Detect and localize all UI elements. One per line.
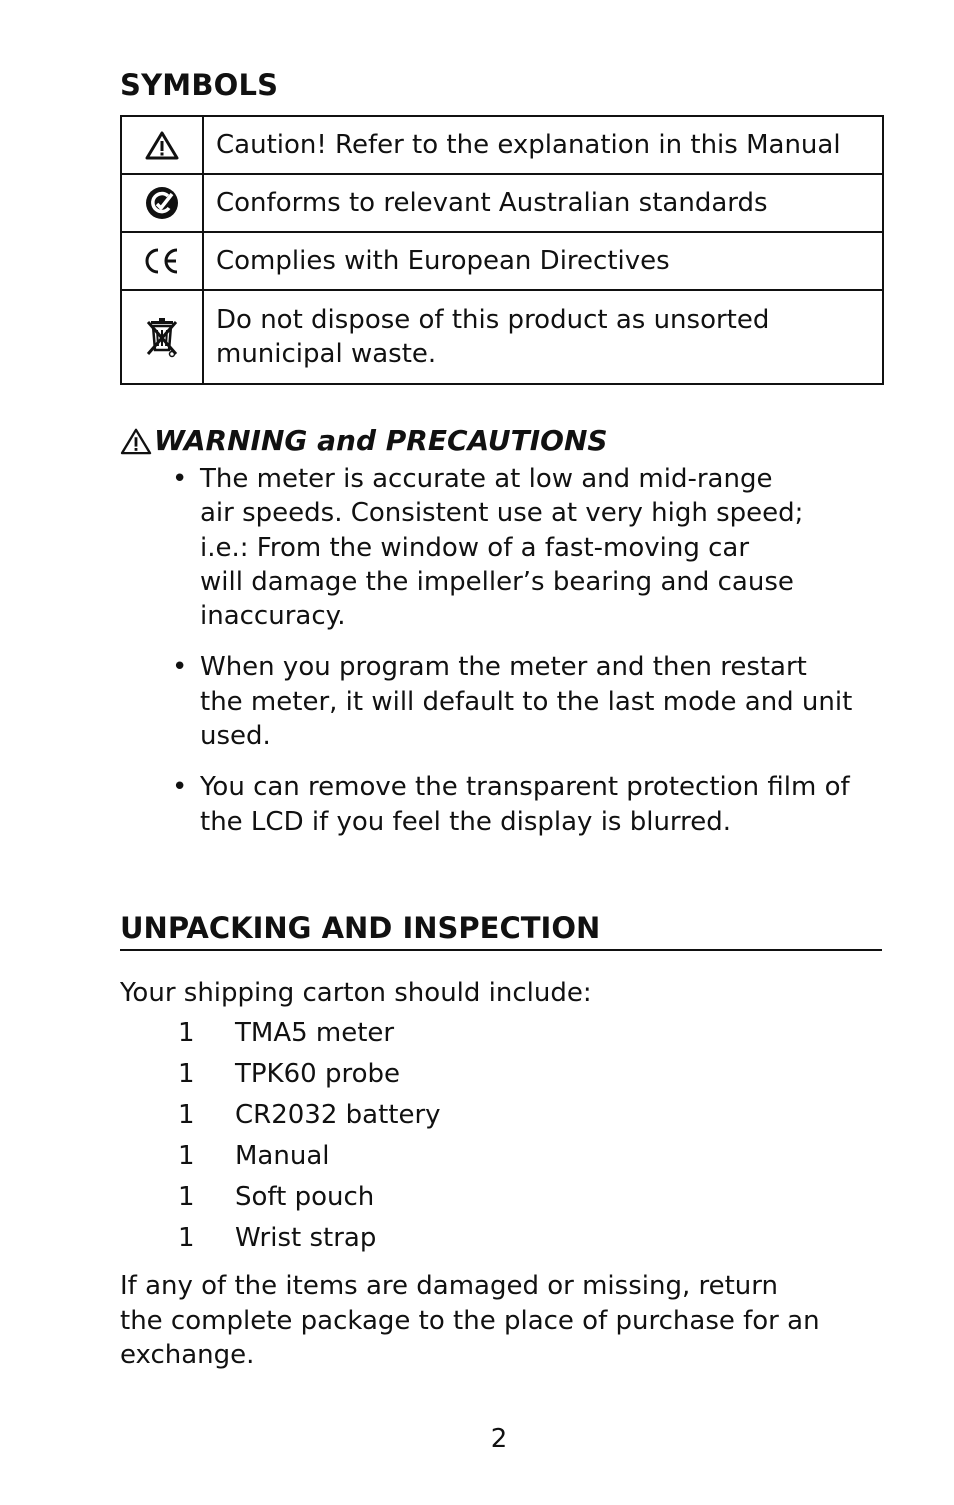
item-qty: 1 <box>178 1223 195 1253</box>
text-line: used. <box>200 721 271 752</box>
list-item <box>170 770 890 839</box>
item-qty: 1 <box>178 1141 195 1171</box>
item-name: Soft pouch <box>235 1182 375 1212</box>
text-line: • When you program the meter and then restart <box>200 652 807 683</box>
symbol-description: Caution! Refer to the explanation in this Manual <box>203 116 883 174</box>
item-qty: 1 <box>178 1059 195 1089</box>
list-item <box>178 1139 441 1180</box>
list-item <box>178 1098 441 1139</box>
symbol-description: Conforms to relevant Australian standards <box>203 174 883 232</box>
list-item <box>178 1180 441 1221</box>
text-line: exchange. <box>120 1340 255 1370</box>
text-line: the LCD if you feel the display is blurred. <box>200 806 732 837</box>
symbols-table <box>120 115 884 385</box>
unpacking-intro: Your shipping carton should include: <box>120 978 592 1008</box>
symbol-description: Complies with European Directives <box>203 232 883 290</box>
symbol-row <box>121 174 883 232</box>
item-name: CR2032 battery <box>235 1100 441 1130</box>
symbol-row <box>121 116 883 174</box>
symbol-row <box>121 232 883 290</box>
warning-heading-text: WARNING and PRECAUTIONS <box>154 424 608 457</box>
text-line: municipal waste. <box>216 339 437 369</box>
item-name: TMA5 meter <box>235 1018 395 1048</box>
page-number: 2 <box>490 1424 508 1454</box>
crossed-bin-icon <box>145 316 179 358</box>
item-qty: 1 <box>178 1182 195 1212</box>
item-name: Manual <box>235 1141 330 1171</box>
text-line: Do not dispose of this product as unsorted <box>216 305 770 335</box>
symbol-row <box>121 290 883 384</box>
symbol-description <box>203 290 883 384</box>
text-line: the complete package to the place of purchase for an <box>120 1305 820 1336</box>
warning-heading <box>120 424 608 457</box>
list-item <box>178 1057 441 1098</box>
list-item <box>178 1016 441 1057</box>
package-contents-list <box>178 1016 441 1262</box>
item-name: TPK60 probe <box>235 1059 400 1089</box>
ce-mark-icon <box>142 246 182 276</box>
warning-list <box>170 462 890 856</box>
list-item <box>170 650 890 753</box>
caution-triangle-icon <box>145 130 179 160</box>
caution-triangle-icon <box>120 427 152 455</box>
text-line: inaccuracy. <box>200 601 346 632</box>
text-line: air speeds. Consistent use at very high speed; <box>200 498 804 529</box>
unpacking-closing <box>120 1269 880 1373</box>
symbols-heading: SYMBOLS <box>120 68 279 102</box>
item-qty: 1 <box>178 1100 195 1130</box>
text-line: • You can remove the transparent protection film of <box>200 772 850 803</box>
text-line: will damage the impeller’s bearing and cause <box>200 566 794 597</box>
item-qty: 1 <box>178 1018 195 1048</box>
unpacking-heading: UNPACKING AND INSPECTION <box>120 911 882 951</box>
list-item <box>170 462 890 633</box>
text-line: • The meter is accurate at low and mid-range <box>200 464 773 494</box>
text-line: the meter, it will default to the last mode and unit <box>200 686 853 717</box>
item-name: Wrist strap <box>235 1223 377 1253</box>
list-item <box>178 1221 441 1262</box>
c-tick-icon <box>145 186 179 220</box>
text-line: If any of the items are damaged or missing, return <box>120 1271 778 1301</box>
text-line: i.e.: From the window of a fast-moving car <box>200 532 750 563</box>
